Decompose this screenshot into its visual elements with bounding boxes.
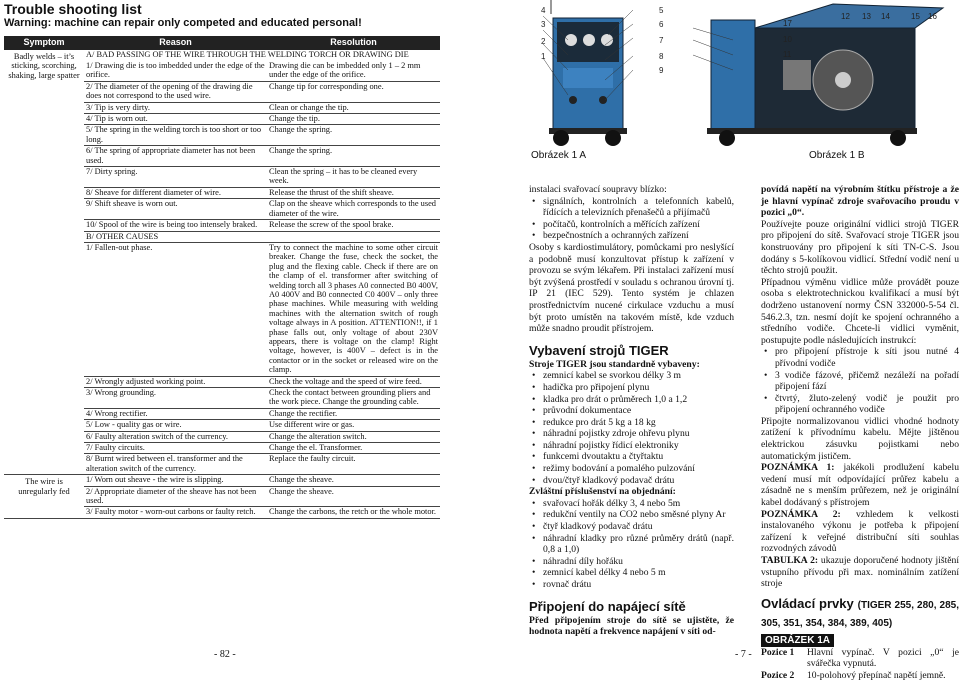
paragraph: Případnou výměnu vidlice může provádět pouze osoba s elektrotechnickou kvalifikací a musí být dodrženo ustanovení normy ČSN 332000-5-54 čl. 546.2.3, tzn. nesmí dojít ke spojení ochranného a středního vodiče. Chcete-li vidlici vyměnit, postupujte podle následujících instrukcí:: [761, 276, 959, 346]
reason-cell: 1/ Drawing die is too imbedded under the edge of the orifice.: [84, 61, 267, 81]
header-symptom: Symptom: [4, 36, 84, 50]
list-item: • náhradní díly hořáku: [529, 556, 734, 568]
list-item: • náhradní pojistky zdroje ohřevu plynu: [529, 428, 734, 440]
callout-number: 3: [541, 20, 546, 29]
list-item: • počítačů, kontrolních a měřících zařízení: [529, 219, 734, 231]
resolution-cell: Change the tip.: [267, 114, 440, 125]
paragraph: Před připojením stroje do sítě se ujistěte, že hodnota napětí a frekvence napájení v síti od-: [529, 614, 734, 638]
figure-label: OBRÁZEK 1A: [761, 634, 834, 647]
resolution-cell: Change tip for corresponding one.: [267, 81, 440, 102]
resolution-cell: Clean the spring – it has to be cleaned every week.: [267, 167, 440, 188]
position-row: [761, 670, 959, 682]
resolution-cell: Check the contact between grounding pliers and the work piece. Change the grounding cable.: [267, 388, 440, 409]
symptom-cell: The wire is unregularly fed: [4, 475, 84, 519]
bullet-list: [529, 498, 734, 591]
paragraph: Používejte pouze originální vidlici strojů TIGER pro připojení do sítě. Svařovací stroje TIGER jsou konstruovány pro připojení k síti TN-C-S. Jsou dodány s 5-kolíkovou vidlicí. Střední vodič není u těchto strojů použit.: [761, 218, 959, 277]
resolution-cell: Release the screw of the spool brake.: [267, 220, 440, 231]
section-heading: [761, 596, 959, 632]
reason-cell: 10/ Spool of the wire is being too intensely braked.: [84, 220, 267, 231]
callout-number: 2: [541, 37, 546, 46]
resolution-cell: Change the spring.: [267, 146, 440, 167]
list-item: • signálních, kontrolních a telefonních kabelů, řídících a televizních přenašečů a přijímačů: [529, 196, 734, 219]
table-row: [4, 475, 440, 486]
callout-number: 7: [659, 36, 664, 45]
note-text: ukazuje doporučené hodnoty jištění vstupního přívodu při max. nominálním zatížení stroje: [761, 555, 959, 590]
callout-number: 9: [659, 66, 664, 75]
resolution-cell: Change the alteration switch.: [267, 431, 440, 442]
table-header-row: [4, 36, 440, 50]
resolution-cell: Release the thrust of the shift sheave.: [267, 187, 440, 198]
page-title: Trouble shooting list: [4, 1, 142, 17]
resolution-cell: Change the carbons, the retch or the whole motor.: [267, 507, 440, 518]
list-item: • kladka pro drát o průměrech 1,0 a 1,2: [529, 394, 734, 406]
reason-cell: 5/ The spring in the welding torch is too short or too long.: [84, 125, 267, 146]
paragraph: Připojte normalizovanou vidlici vhodné hodnoty zatížení k přívodnímu kabelu. Mějte jištěnou elektrickou zásuvku pojistkami nebo automatickým jističem.: [761, 415, 959, 462]
resolution-cell: Change the sheave.: [267, 475, 440, 486]
resolution-cell: Clap on the sheave which corresponds to the used diameter of the wire.: [267, 199, 440, 220]
callout-number: 17: [783, 19, 792, 28]
paragraph: instalaci svařovací soupravy blízko:: [529, 184, 667, 195]
controls-heading: Ovládací prvky: [761, 595, 854, 611]
callout-number: 10: [783, 35, 792, 44]
resolution-cell: Use different wire or gas.: [267, 420, 440, 431]
resolution-cell: Check the voltage and the speed of wire feed.: [267, 376, 440, 387]
controls-models: (TIGER 255, 280, 285, 305, 351, 354, 384, 389, 405): [761, 599, 959, 629]
note-text: jakékoli prodlužení kabelu vedení musí mít odpovídající průřez kabelu a zásadně ne s menším průřezem, než je originální kabel dodávaný s přístrojem: [761, 462, 960, 509]
reason-cell: 7/ Faulty circuits.: [84, 443, 267, 454]
table-row: [4, 50, 440, 61]
paragraph: povídá napětí na výrobním štítku přístroje a že je hlavní vypínač zdroje svařovacího proudu v pozici „0“.: [761, 184, 959, 219]
callout-number: 16: [928, 12, 937, 21]
callout-number: 5: [659, 6, 664, 15]
callout-number: 8: [659, 52, 664, 61]
welding-machine-open-image: [693, 0, 960, 148]
section-heading: Vybavení strojů TIGER: [529, 342, 669, 358]
position-key: Pozice 1: [761, 646, 795, 658]
list-item: • náhradní kladky pro různé průměry drátů (např. 0,8 a 1,0): [529, 533, 734, 556]
bullet-list: [529, 196, 734, 242]
list-item: • čtyř kladkový podavač drátu: [529, 521, 734, 533]
figure-b-caption: Obrázek 1 B: [809, 150, 865, 161]
callout-number: 1: [541, 52, 546, 61]
reason-cell: 5/ Low - quality gas or wire.: [84, 420, 267, 431]
callout-number: 15: [911, 12, 920, 21]
list-item: • rovnač drátu: [529, 579, 734, 591]
reason-cell: 9/ Shift sheave is worn out.: [84, 199, 267, 220]
list-item: • hadička pro připojení plynu: [529, 382, 734, 394]
callout-number: 12: [841, 12, 850, 21]
text-column-2: [761, 184, 959, 682]
reason-cell: 3/ Faulty motor - worn-out carbons or faulty retch.: [84, 507, 267, 518]
list-item: • zemnicí kabel se svorkou délky 3 m: [529, 370, 734, 382]
list-item: • svařovací hořák délky 3, 4 nebo 5m: [529, 498, 734, 510]
list-item: • náhradní pojistky řídicí elektroniky: [529, 440, 734, 452]
resolution-cell: Clean or change the tip.: [267, 102, 440, 113]
reason-cell: 3/ Tip is very dirty.: [84, 102, 267, 113]
reason-cell: A/ BAD PASSING OF THE WIRE THROUGH THE WELDING TORCH OR DRAWING DIE: [86, 50, 409, 59]
symptom-cell: Badly welds – it’s sticking, scorching, shaking, large spatter: [4, 50, 84, 475]
subheading: Zvláštní příslušenství na objednání:: [529, 486, 676, 498]
callout-number: 14: [881, 12, 890, 21]
position-key: Pozice 2: [761, 669, 795, 681]
header-reason: Reason: [84, 36, 267, 50]
position-value: Hlavní vypínač. V pozici „0“ je svářečka vypnutá.: [807, 646, 959, 670]
list-item: • zemnicí kabel délky 4 nebo 5 m: [529, 567, 734, 579]
resolution-cell: Try to connect the machine to some other circuit breaker. Change the fuse, check the socket, the plug and the flexing cable. Check if there are on the clamp of el. transformer after switching of welding torch all 3 phases A0 connected B0 400V, A0 400V and B0 connected C0 400V – only three phase machines. While measuring with welding machines with the alternation switch of rough voltage always in A position. ATTENTION!!, if 1 phase falls out, only voltage of about 230V appears, there is voltage on the clamp! Right voltage, however, is 400V – defect is in the contactor or in the socket or released wire on the clamp.: [269, 242, 438, 375]
reason-cell: 2/ The diameter of the opening of the drawing die does not correspond to the used wire.: [84, 81, 267, 102]
reason-cell: 4/ Wrong rectifier.: [84, 408, 267, 419]
callout-number: 4: [541, 6, 546, 15]
list-item: • dvou/čtyř kladkový podavač drátu: [529, 475, 734, 487]
note-label: TABULKA 2:: [761, 555, 819, 566]
note-text: vzhledem k velkosti instalovaného výkonu je potřeba k připojení zařízení k veřejné distribuční síti souhlas rozvodných závodů: [761, 508, 959, 555]
page-number: - 7 -: [735, 649, 752, 660]
header-resolution: Resolution: [267, 36, 440, 50]
list-item: • pro připojení přístroje k síti jsou nutné 4 přívodní vodiče: [761, 346, 959, 369]
resolution-cell: Drawing die can be imbedded only 1 – 2 mm under the edge of the orifice.: [267, 61, 440, 81]
callout-number: 6: [659, 20, 664, 29]
subheading: Stroje TIGER jsou standardně vybaveny:: [529, 358, 700, 370]
figure-a-caption: Obrázek 1 A: [531, 150, 587, 161]
resolution-cell: Change the el. Transformer.: [267, 443, 440, 454]
reason-cell: 4/ Tip is worn out.: [84, 114, 267, 125]
bullet-list: [761, 346, 959, 416]
reason-cell: 1/ Fallen-out phase.: [84, 242, 267, 376]
list-item: • bezpečnostních a ochranných zařízení: [529, 230, 734, 242]
note-label: POZNÁMKA 2:: [761, 508, 841, 520]
text-column-1: [529, 184, 734, 638]
section-heading: Připojení do napájecí sítě: [529, 598, 686, 614]
note-1: [761, 462, 959, 508]
reason-cell: B/ OTHER CAUSES: [84, 231, 440, 242]
position-row: [761, 647, 959, 670]
list-item: • čtvrtý, žluto-zelený vodič je použit pro připojení ochranného vodiče: [761, 393, 959, 416]
welding-machine-front-image: [513, 0, 643, 148]
list-item: • funkcemi dvoutaktu a čtyřtaktu: [529, 451, 734, 463]
reason-cell: 2/ Wrongly adjusted working point.: [84, 376, 267, 387]
list-item: • redukční ventily na CO2 nebo směsné plyny Ar: [529, 509, 734, 521]
resolution-cell: Change the rectifier.: [267, 408, 440, 419]
reason-cell: 3/ Wrong grounding.: [84, 388, 267, 409]
list-item: • průvodní dokumentace: [529, 405, 734, 417]
left-page: [0, 0, 480, 663]
list-item: • 3 vodiče fázové, přičemž nezáleží na pořadí připojení fází: [761, 370, 959, 393]
reason-cell: 2/ Appropriate diameter of the sheave has not been used.: [84, 486, 267, 507]
note-label: POZNÁMKA 1:: [761, 462, 835, 474]
resolution-cell: Change the spring.: [267, 125, 440, 146]
reason-cell: 1/ Worn out sheave - the wire is slipping.: [84, 475, 267, 486]
troubleshooting-table: [4, 36, 440, 519]
resolution-cell: Change the sheave.: [267, 486, 440, 507]
reason-cell: 6/ The spring of appropriate diameter has not been used.: [84, 146, 267, 167]
reason-cell: 8/ Sheave for different diameter of wire.: [84, 187, 267, 198]
position-value: 10-polohový přepínač napětí jemně.: [807, 669, 946, 681]
table-note: [761, 555, 959, 590]
list-item: • redukce pro drát 5 kg a 18 kg: [529, 417, 734, 429]
callout-number: 13: [862, 12, 871, 21]
note-2: [761, 509, 959, 555]
resolution-cell: Replace the faulty circuit.: [267, 454, 440, 475]
list-item: • režimy bodování a pomalého pulzování: [529, 463, 734, 475]
right-page: [513, 0, 960, 681]
callout-number: 11: [783, 50, 792, 59]
reason-cell: 7/ Dirty spring.: [84, 167, 267, 188]
paragraph: Osoby s kardiostimulátory, pomůckami pro neslyšící a podobně musí konzultovat přístup k zařízení v provozu se svým lékařem. Při instalaci zařízení musí být zvýšená prostředí v souladu s ochranou úrovní tj. IP 21 (IEC 529). Tento systém je chlazen prostřednictvím nucené cirkulace vzduchu a musí být proto umístěn na takovém místě, kde vzduch může snadno proudit přístrojem.: [529, 241, 734, 335]
page-number: - 82 -: [214, 649, 236, 660]
bullet-list: [529, 370, 734, 486]
reason-cell: 8/ Burnt wired between el. transformer and the alteration switch of the currency.: [84, 454, 267, 475]
warning-text: Warning: machine can repair only competed and educated personal!: [4, 17, 362, 29]
reason-cell: 6/ Faulty alteration switch of the currency.: [84, 431, 267, 442]
